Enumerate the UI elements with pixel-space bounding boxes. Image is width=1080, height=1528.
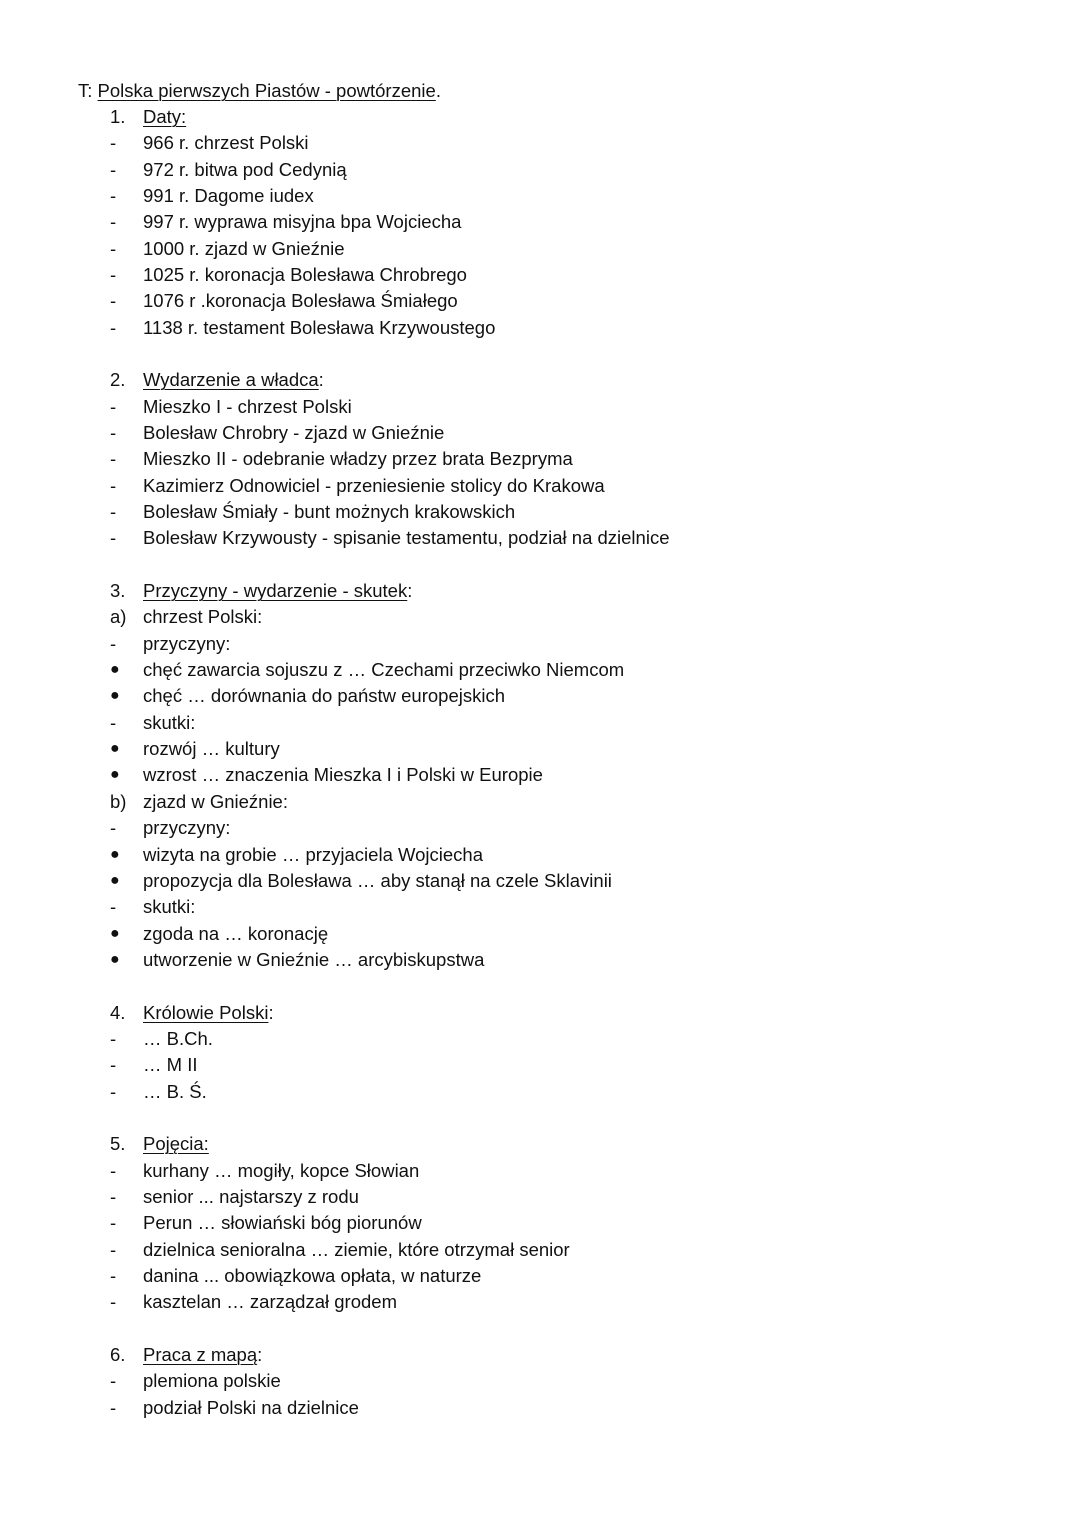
causes-label: przyczyny:	[143, 817, 231, 838]
bullet-item-text: chęć zawarcia sojuszu z … Czechami przeciwko Niemcom	[143, 659, 625, 680]
dash-marker: -	[110, 712, 117, 733]
bullet-item-text: wzrost … znaczenia Mieszka I i Polski w Europie	[143, 764, 543, 785]
title-suffix: .	[435, 80, 441, 101]
list-item-text: danina ... obowiązkowa opłata, w naturze	[143, 1265, 482, 1286]
section-heading-text: Królowie Polski	[143, 1002, 269, 1023]
bullet-marker: ●	[110, 687, 120, 704]
dash-marker: -	[110, 238, 117, 259]
dash-marker: -	[110, 1028, 117, 1049]
section-number: 4.	[110, 1002, 126, 1023]
bullet-marker: ●	[110, 661, 120, 678]
bullet-marker: ●	[110, 951, 120, 968]
list-item-text: Perun … słowiański bóg piorunów	[143, 1212, 422, 1233]
section-heading-text: Pojęcia:	[143, 1133, 209, 1154]
section-heading-text: Przyczyny - wydarzenie - skutek	[143, 580, 408, 601]
list-item-text: … B. Ś.	[143, 1081, 207, 1102]
bullet-item-text: wizyta na grobie … przyjaciela Wojciecha	[143, 844, 484, 865]
bullet-item-text: chęć … dorównania do państw europejskich	[143, 685, 505, 706]
dash-marker: -	[110, 185, 117, 206]
dash-marker: -	[110, 264, 117, 285]
section-heading-text: Praca z mapą	[143, 1344, 258, 1365]
dash-marker: -	[110, 1265, 117, 1286]
list-item-text: 1025 r. koronacja Bolesława Chrobrego	[143, 264, 467, 285]
list-item-text: … B.Ch.	[143, 1028, 213, 1049]
title-topic: Polska pierwszych Piastów - powtórzenie	[97, 80, 436, 101]
list-item-text: Kazimierz Odnowiciel - przeniesienie stolicy do Krakowa	[143, 475, 605, 496]
section-number: 1.	[110, 106, 126, 127]
dash-marker: -	[110, 1186, 117, 1207]
bullet-item-text: rozwój … kultury	[143, 738, 280, 759]
dash-marker: -	[110, 1054, 117, 1075]
dash-marker: -	[110, 527, 117, 548]
dash-marker: -	[110, 1370, 117, 1391]
list-item-text: dzielnica senioralna … ziemie, które otrzymał senior	[143, 1239, 570, 1260]
section-number: 6.	[110, 1344, 126, 1365]
list-item-text: 997 r. wyprawa misyjna bpa Wojciecha	[143, 211, 462, 232]
sub-item-label: zjazd w Gnieźnie:	[143, 791, 288, 812]
list-item-text: 1138 r. testament Bolesława Krzywoustego	[143, 317, 496, 338]
list-item-text: Bolesław Śmiały - bunt możnych krakowskich	[143, 501, 516, 522]
bullet-marker: ●	[110, 846, 120, 863]
section-heading-text: Daty:	[143, 106, 187, 127]
effects-label: skutki:	[143, 712, 196, 733]
dash-marker: -	[110, 1239, 117, 1260]
dash-marker: -	[110, 1397, 117, 1418]
section-number: 2.	[110, 369, 126, 390]
dash-marker: -	[110, 817, 117, 838]
list-item-text: Mieszko II - odebranie władzy przez brata Bezpryma	[143, 448, 573, 469]
list-item-text: 991 r. Dagome iudex	[143, 185, 314, 206]
causes-label: przyczyny:	[143, 633, 231, 654]
page-title	[78, 80, 441, 102]
bullet-marker: ●	[110, 925, 120, 942]
bullet-marker: ●	[110, 872, 120, 889]
section-number: 3.	[110, 580, 126, 601]
dash-marker: -	[110, 1160, 117, 1181]
dash-marker: -	[110, 317, 117, 338]
dash-marker: -	[110, 1212, 117, 1233]
bullet-marker: ●	[110, 740, 120, 757]
bullet-item-text: zgoda na … koronację	[143, 923, 329, 944]
dash-marker: -	[110, 1291, 117, 1312]
letter-marker: a)	[110, 606, 127, 627]
dash-marker: -	[110, 1081, 117, 1102]
dash-marker: -	[110, 501, 117, 522]
bullet-marker: ●	[110, 766, 120, 783]
dash-marker: -	[110, 896, 117, 917]
list-item-text: … M II	[143, 1054, 198, 1075]
dash-marker: -	[110, 475, 117, 496]
list-item-text: plemiona polskie	[143, 1370, 281, 1391]
list-item-text: 972 r. bitwa pod Cedynią	[143, 159, 347, 180]
dash-marker: -	[110, 132, 117, 153]
dash-marker: -	[110, 448, 117, 469]
list-item-text: 1000 r. zjazd w Gnieźnie	[143, 238, 345, 259]
dash-marker: -	[110, 422, 117, 443]
list-item-text: 1076 r .koronacja Bolesława Śmiałego	[143, 290, 458, 311]
list-item-text: Bolesław Krzywousty - spisanie testamentu, podział na dzielnice	[143, 527, 670, 548]
list-item-text: kasztelan … zarządzał grodem	[143, 1291, 397, 1312]
list-item-text: 966 r. chrzest Polski	[143, 132, 309, 153]
list-item-text: Mieszko I - chrzest Polski	[143, 396, 352, 417]
letter-marker: b)	[110, 791, 127, 812]
list-item-text: senior ... najstarszy z rodu	[143, 1186, 359, 1207]
dash-marker: -	[110, 396, 117, 417]
section-number: 5.	[110, 1133, 126, 1154]
dash-marker: -	[110, 211, 117, 232]
sub-item-label: chrzest Polski:	[143, 606, 263, 627]
bullet-item-text: utworzenie w Gnieźnie … arcybiskupstwa	[143, 949, 485, 970]
section-heading-text: Wydarzenie a władca	[143, 369, 319, 390]
title-prefix: T:	[78, 80, 98, 101]
list-item-text: podział Polski na dzielnice	[143, 1397, 359, 1418]
document-page: T: Polska pierwszych Piastów - powtórzenie. 1. Daty: - 966 r. chrzest Polski - 972 r. bitwa pod Cedynią - 991 r. Dagome iudex - 997 r. wyprawa misyjna bpa Wojciecha - 1000 r. zjazd w Gnieźnie - 1025 r. koronacja Bolesława Chrobrego - 1076 r .koronacja Bolesława Śmiałego - 1138 r. testament Bolesława Krzywoustego 2. Wydarzenie a władca: - Mieszko I - chrzest Polski - Bolesław Chrobry - zjazd w Gnieźnie - Mieszko II - odebranie władzy przez brata Bezpryma - Kazimierz Odnowiciel - przeniesienie stolicy do Krakowa - Bolesław Śmiały - bunt możnych krakowskich - Bolesław Krzywousty - spisanie testamentu, podział na dzielnice 3. Przyczyny - wydarzenie - skutek: a) chrzest Polski: - przyczyny: ● chęć zawarcia sojuszu z … Czechami przeciwko Niemcom ● chęć … dorównania do państw europejskich - skutki: ● rozwój … kultury ● wzrost … znaczenia Mieszka I i Polski w Europie b) zjazd w Gnieźnie: - przyczyny: ● wizyta na grobie … przyjaciela Wojciecha ● propozycja dla Bolesława … aby stanął na czele Sklavinii - skutki: ● zgoda na … koronację ● utworzenie w Gnieźnie … arcybiskupstwa 4. Królowie Polski: - … B.Ch. - … M II - … B. Ś. 5. Pojęcia: - kurhany … mogiły, kopce Słowian - senior ... najstarszy z rodu - Perun … słowiański bóg piorunów - dzielnica senioralna … ziemie, które otrzymał senior - danina ... obowiązkowa opłata, w naturze - kasztelan … zarządzał grodem 6. Praca z mapą: - plemiona polskie - podział Polski na dzielnice	[78, 80, 670, 1418]
bullet-item-text: propozycja dla Bolesława … aby stanął na czele Sklavinii	[143, 870, 612, 891]
dash-marker: -	[110, 159, 117, 180]
list-item-text: kurhany … mogiły, kopce Słowian	[143, 1160, 420, 1181]
dash-marker: -	[110, 290, 117, 311]
effects-label: skutki:	[143, 896, 196, 917]
dash-marker: -	[110, 633, 117, 654]
list-item-text: Bolesław Chrobry - zjazd w Gnieźnie	[143, 422, 445, 443]
